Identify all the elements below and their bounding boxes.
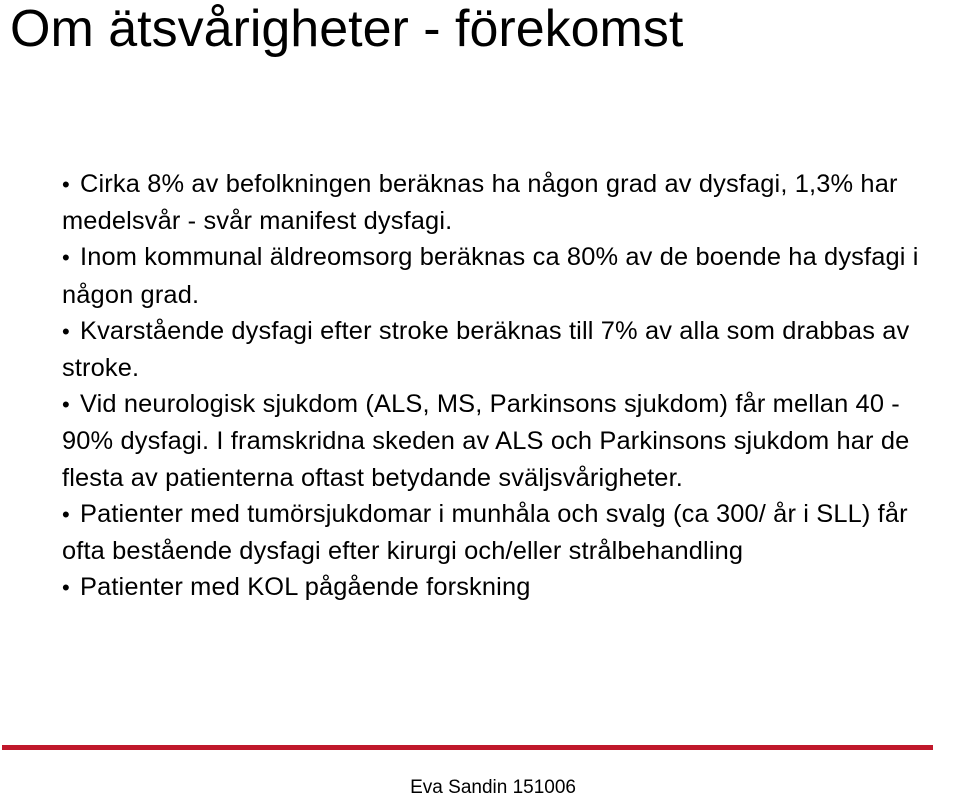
bullet-item	[62, 386, 952, 496]
bullet-text: Vid neurologisk sjukdom (ALS, MS, Parkinsons sjukdom) får mellan 40 - 90% dysfagi. I framskridna skeden av ALS och Parkinsons sjukdom har de flesta av patienterna oftast betydande sväljsvårigheter.	[62, 390, 910, 492]
bullet-item	[62, 239, 952, 312]
bullet-icon: •	[62, 575, 70, 601]
footer-divider	[2, 745, 933, 750]
bullet-list	[62, 166, 952, 606]
bullet-icon: •	[62, 172, 70, 197]
bullet-text: Kvarstående dysfagi efter stroke beräknas till 7% av alla som drabbas av stroke.	[62, 316, 910, 383]
slide-title: Om ätsvårigheter - förekomst	[10, 0, 684, 58]
bullet-icon: •	[62, 501, 70, 527]
bullet-item	[62, 166, 952, 239]
bullet-item	[62, 569, 952, 606]
bullet-text: Patienter med KOL pågående forskning	[80, 573, 531, 602]
bullet-item	[62, 496, 952, 569]
bullet-item	[62, 313, 952, 386]
footer-author-date: Eva Sandin 151006	[410, 777, 576, 798]
bullet-icon: •	[62, 392, 70, 418]
bullet-icon: •	[62, 318, 70, 344]
bullet-text: Patienter med tumörsjukdomar i munhåla och svalg (ca 300/ år i SLL) får ofta bestående dysfagi efter kirurgi och/eller strålbehandling	[62, 499, 908, 566]
bullet-text: Inom kommunal äldreomsorg beräknas ca 80% av de boende ha dysfagi i någon grad.	[62, 243, 919, 309]
bullet-text: Cirka 8% av befolkningen beräknas ha någon grad av dysfagi, 1,3% har medelsvår - svår manifest dysfagi.	[62, 170, 898, 236]
bullet-icon: •	[62, 245, 70, 271]
